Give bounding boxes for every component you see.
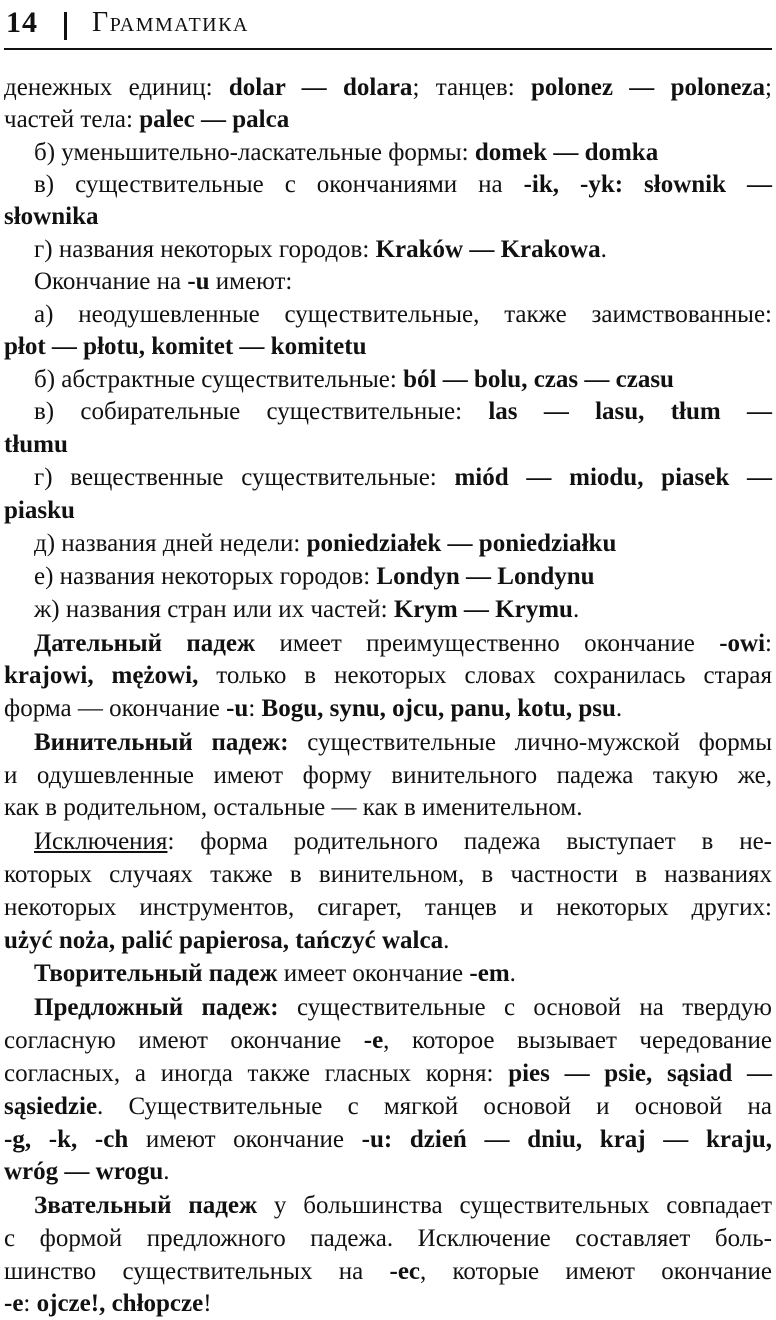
text-line: б) абстрактные существительные: ból — bolu, czas — czasu — [34, 366, 674, 393]
text-line: wróg — wrogu. — [4, 1158, 170, 1185]
text-line: как в родительном, остальные — как в именительном. — [4, 794, 583, 821]
text-line: денежных единиц: dolar — dolara; танцев: polonez — poloneza; — [4, 74, 772, 101]
text-line: г) названия некоторых городов: Kraków — Krakowa. — [34, 236, 607, 263]
text-line: sąsiedzie. Существительные с мягкой основой и основой на — [4, 1093, 772, 1120]
text-line: -g, -k, -ch имеют окончание -u: dzień — dniu, kraj — kraju, — [4, 1126, 772, 1153]
text-line: с формой предложного падежа. Исключение составляет боль- — [4, 1225, 772, 1252]
text-line: а) неодушевленные существительные, также заимствованные: — [34, 301, 772, 328]
page-number: 14 — [6, 6, 38, 39]
text-line: użyć noża, palić papierosa, tańczyć walca. — [4, 927, 450, 954]
text-line: согласную имеют окончание -e, которое вызывает чередование — [4, 1027, 772, 1054]
text-line: г) вещественные существительные: miód — miodu, piasek — — [34, 464, 772, 491]
text-line: частей тела: palec — palca — [4, 106, 290, 133]
text-line: Окончание на -u имеют: — [34, 268, 293, 295]
text-line: е) названия некоторых городов: Londyn — Londynu — [34, 563, 595, 590]
text-line: согласных, а иногда также гласных корня: pies — psie, sąsiad — — [4, 1060, 772, 1087]
running-title: Грамматика — [92, 7, 249, 38]
text-line: некоторых инструментов, сигарет, танцев и некоторых других: — [4, 894, 772, 921]
header-rule — [4, 48, 772, 50]
text-line: piasku — [4, 497, 75, 524]
text-line: Исключения: форма родительного падежа выступает в не- — [34, 828, 772, 855]
text-line: которых случаях также в винительном, в частности в названиях — [4, 861, 772, 888]
text-line: płot — płotu, komitet — komitetu — [4, 333, 367, 360]
header-separator — [64, 12, 67, 40]
text-line: б) уменьшительно-ласкательные формы: domek — domka — [34, 139, 659, 166]
text-line: Винительный падеж: существительные лично-мужской формы — [34, 729, 773, 756]
text-line: в) собирательные существительные: las — lasu, tłum — — [34, 398, 772, 425]
text-line: д) названия дней недели: poniedziałek — poniedziałku — [34, 530, 617, 557]
text-line: Творительный падеж имеет окончание -em. — [34, 960, 516, 987]
running-header — [6, 6, 770, 46]
text-line: шинство существительных на -ec, которые имеют окончание — [4, 1258, 772, 1285]
text-line: słownika — [4, 203, 99, 230]
text-line: tłumu — [4, 431, 68, 458]
text-line: -e: ojcze!, chłopcze! — [4, 1290, 212, 1317]
text-line: форма — окончание -u: Bogu, synu, ojcu, panu, kotu, psu. — [4, 695, 623, 722]
text-line: в) существительные с окончаниями на -ik, -yk: słownik — — [34, 171, 772, 198]
text-line: и одушевленные имеют форму винительного падежа такую же, — [4, 762, 772, 789]
text-line: Дательный падеж имеет преимущественно окончание -owi: — [34, 630, 772, 657]
text-line: ж) названия стран или их частей: Krym — Krymu. — [34, 596, 580, 623]
text-line: Предложный падеж: существительные с основой на твердую — [34, 994, 772, 1021]
text-line: Звательный падеж у большинства существительных совпадает — [34, 1192, 772, 1219]
text-line: krajowi, mężowi, только в некоторых словах сохранилась старая — [4, 662, 773, 689]
